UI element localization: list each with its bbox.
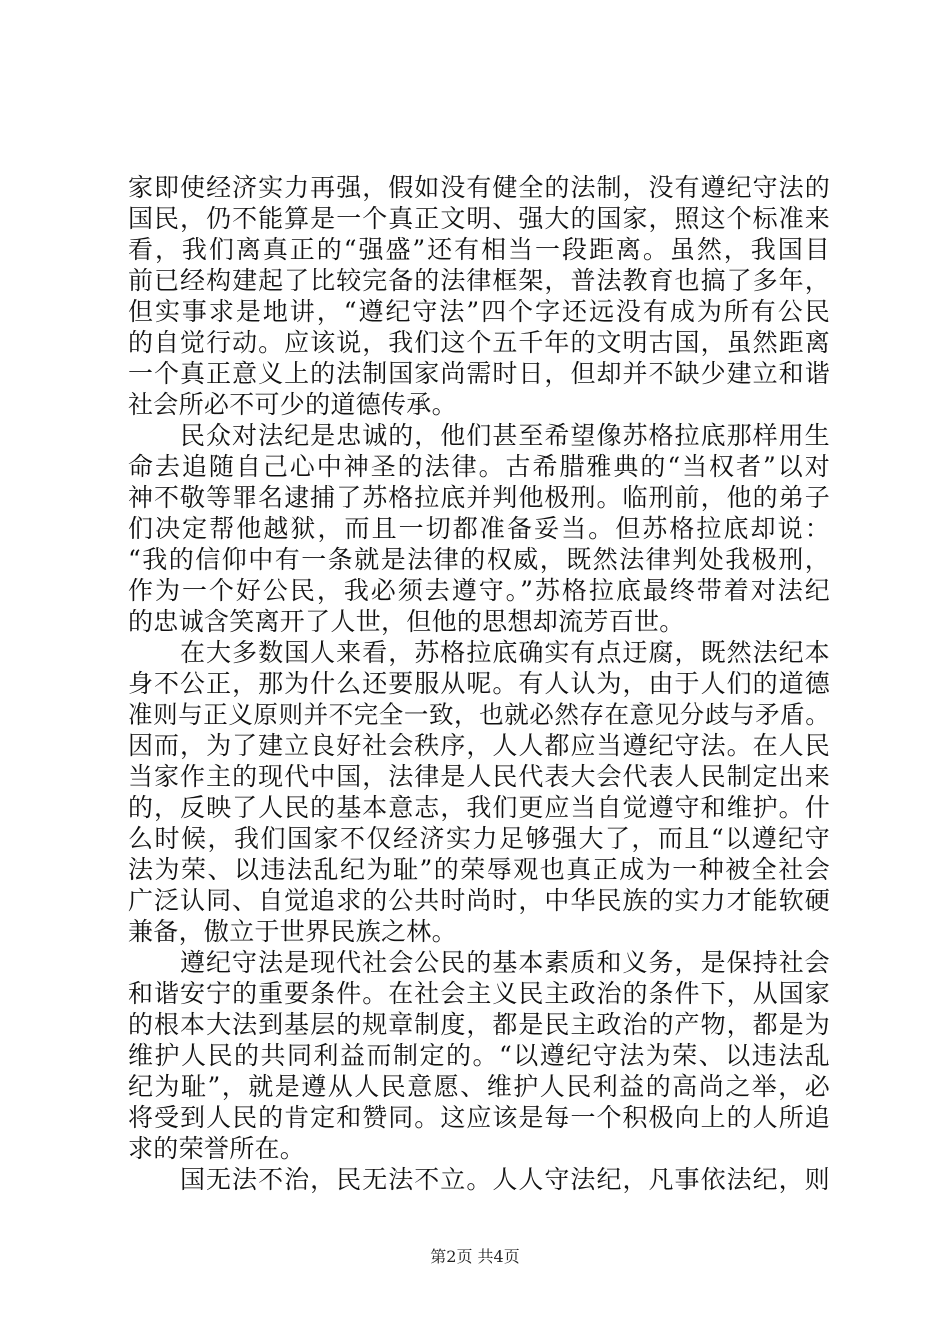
page-footer: 第2页 共4页 bbox=[430, 1247, 520, 1266]
text-line: 社会所必不可少的道德传承。 bbox=[128, 390, 457, 419]
text-line: 的自觉行动。应该说，我们这个五千年的文明古国，虽然距离 bbox=[128, 328, 830, 357]
text-line: 准则与正义原则并不完全一致，也就必然存在意见分歧与矛盾。 bbox=[128, 700, 830, 729]
text-line: 的，反映了人民的基本意志，我们更应当自觉遵守和维护。什 bbox=[128, 793, 830, 822]
text-line: 神不敬等罪名逮捕了苏格拉底并判他极刑。临刑前，他的弟子 bbox=[128, 483, 830, 512]
text-line: 家即使经济实力再强，假如没有健全的法制，没有遵纪守法的 bbox=[128, 173, 830, 202]
text-line: 法为荣、以违法乱纪为耻”的荣辱观也真正成为一种被全社会 bbox=[128, 855, 830, 884]
text-line: 看，我们离真正的“强盛”还有相当一段距离。虽然，我国目 bbox=[128, 235, 830, 264]
document-body bbox=[128, 172, 830, 1195]
text-line: 作为一个好公民，我必须去遵守。”苏格拉底最终带着对法纪 bbox=[128, 576, 830, 605]
text-line: 但实事求是地讲，“遵纪守法”四个字还远没有成为所有公民 bbox=[128, 297, 830, 326]
paragraph-first-line: 在大多数国人来看，苏格拉底确实有点迂腐，既然法纪本 bbox=[180, 638, 830, 667]
text-line: 因而，为了建立良好社会秩序，人人都应当遵纪守法。在人民 bbox=[128, 731, 830, 760]
paragraph-first-line: 国无法不治，民无法不立。人人守法纪，凡事依法纪，则 bbox=[180, 1165, 830, 1194]
paragraph-first-line: 民众对法纪是忠诚的，他们甚至希望像苏格拉底那样用生 bbox=[180, 421, 830, 450]
text-line: 求的荣誉所在。 bbox=[128, 1134, 306, 1163]
text-line: 兼备，傲立于世界民族之林。 bbox=[128, 917, 457, 946]
text-line: 将受到人民的肯定和赞同。这应该是每一个积极向上的人所追 bbox=[128, 1103, 830, 1132]
text-line: 们决定帮他越狱，而且一切都准备妥当。但苏格拉底却说： bbox=[128, 514, 830, 543]
text-line: 一个真正意义上的法制国家尚需时日，但却并不缺少建立和谐 bbox=[128, 359, 830, 388]
text-line: 和谐安宁的重要条件。在社会主义民主政治的条件下，从国家 bbox=[128, 979, 830, 1008]
text-line: 前已经构建起了比较完备的法律框架，普法教育也搞了多年， bbox=[128, 266, 830, 295]
text-line: 身不公正，那为什么还要服从呢。有人认为，由于人们的道德 bbox=[128, 669, 830, 698]
text-line: 么时候，我们国家不仅经济实力足够强大了，而且“以遵纪守 bbox=[128, 824, 830, 853]
text-line: 广泛认同、自觉追求的公共时尚时，中华民族的实力才能软硬 bbox=[128, 886, 830, 915]
text-line: 当家作主的现代中国，法律是人民代表大会代表人民制定出来 bbox=[128, 762, 830, 791]
text-line: 命去追随自己心中神圣的法律。古希腊雅典的“当权者”以对 bbox=[128, 452, 830, 481]
text-line: 国民，仍不能算是一个真正文明、强大的国家，照这个标准来 bbox=[128, 204, 830, 233]
text-line: 纪为耻”，就是遵从人民意愿、维护人民利益的高尚之举，必 bbox=[128, 1072, 830, 1101]
text-line: 维护人民的共同利益而制定的。“以遵纪守法为荣、以违法乱 bbox=[128, 1041, 830, 1070]
text-line: 的根本大法到基层的规章制度，都是民主政治的产物，都是为 bbox=[128, 1010, 830, 1039]
paragraph-first-line: 遵纪守法是现代社会公民的基本素质和义务，是保持社会 bbox=[180, 948, 830, 977]
text-line: 的忠诚含笑离开了人世，但他的思想却流芳百世。 bbox=[128, 607, 685, 636]
text-line: “我的信仰中有一条就是法律的权威，既然法律判处我极刑， bbox=[128, 545, 830, 574]
